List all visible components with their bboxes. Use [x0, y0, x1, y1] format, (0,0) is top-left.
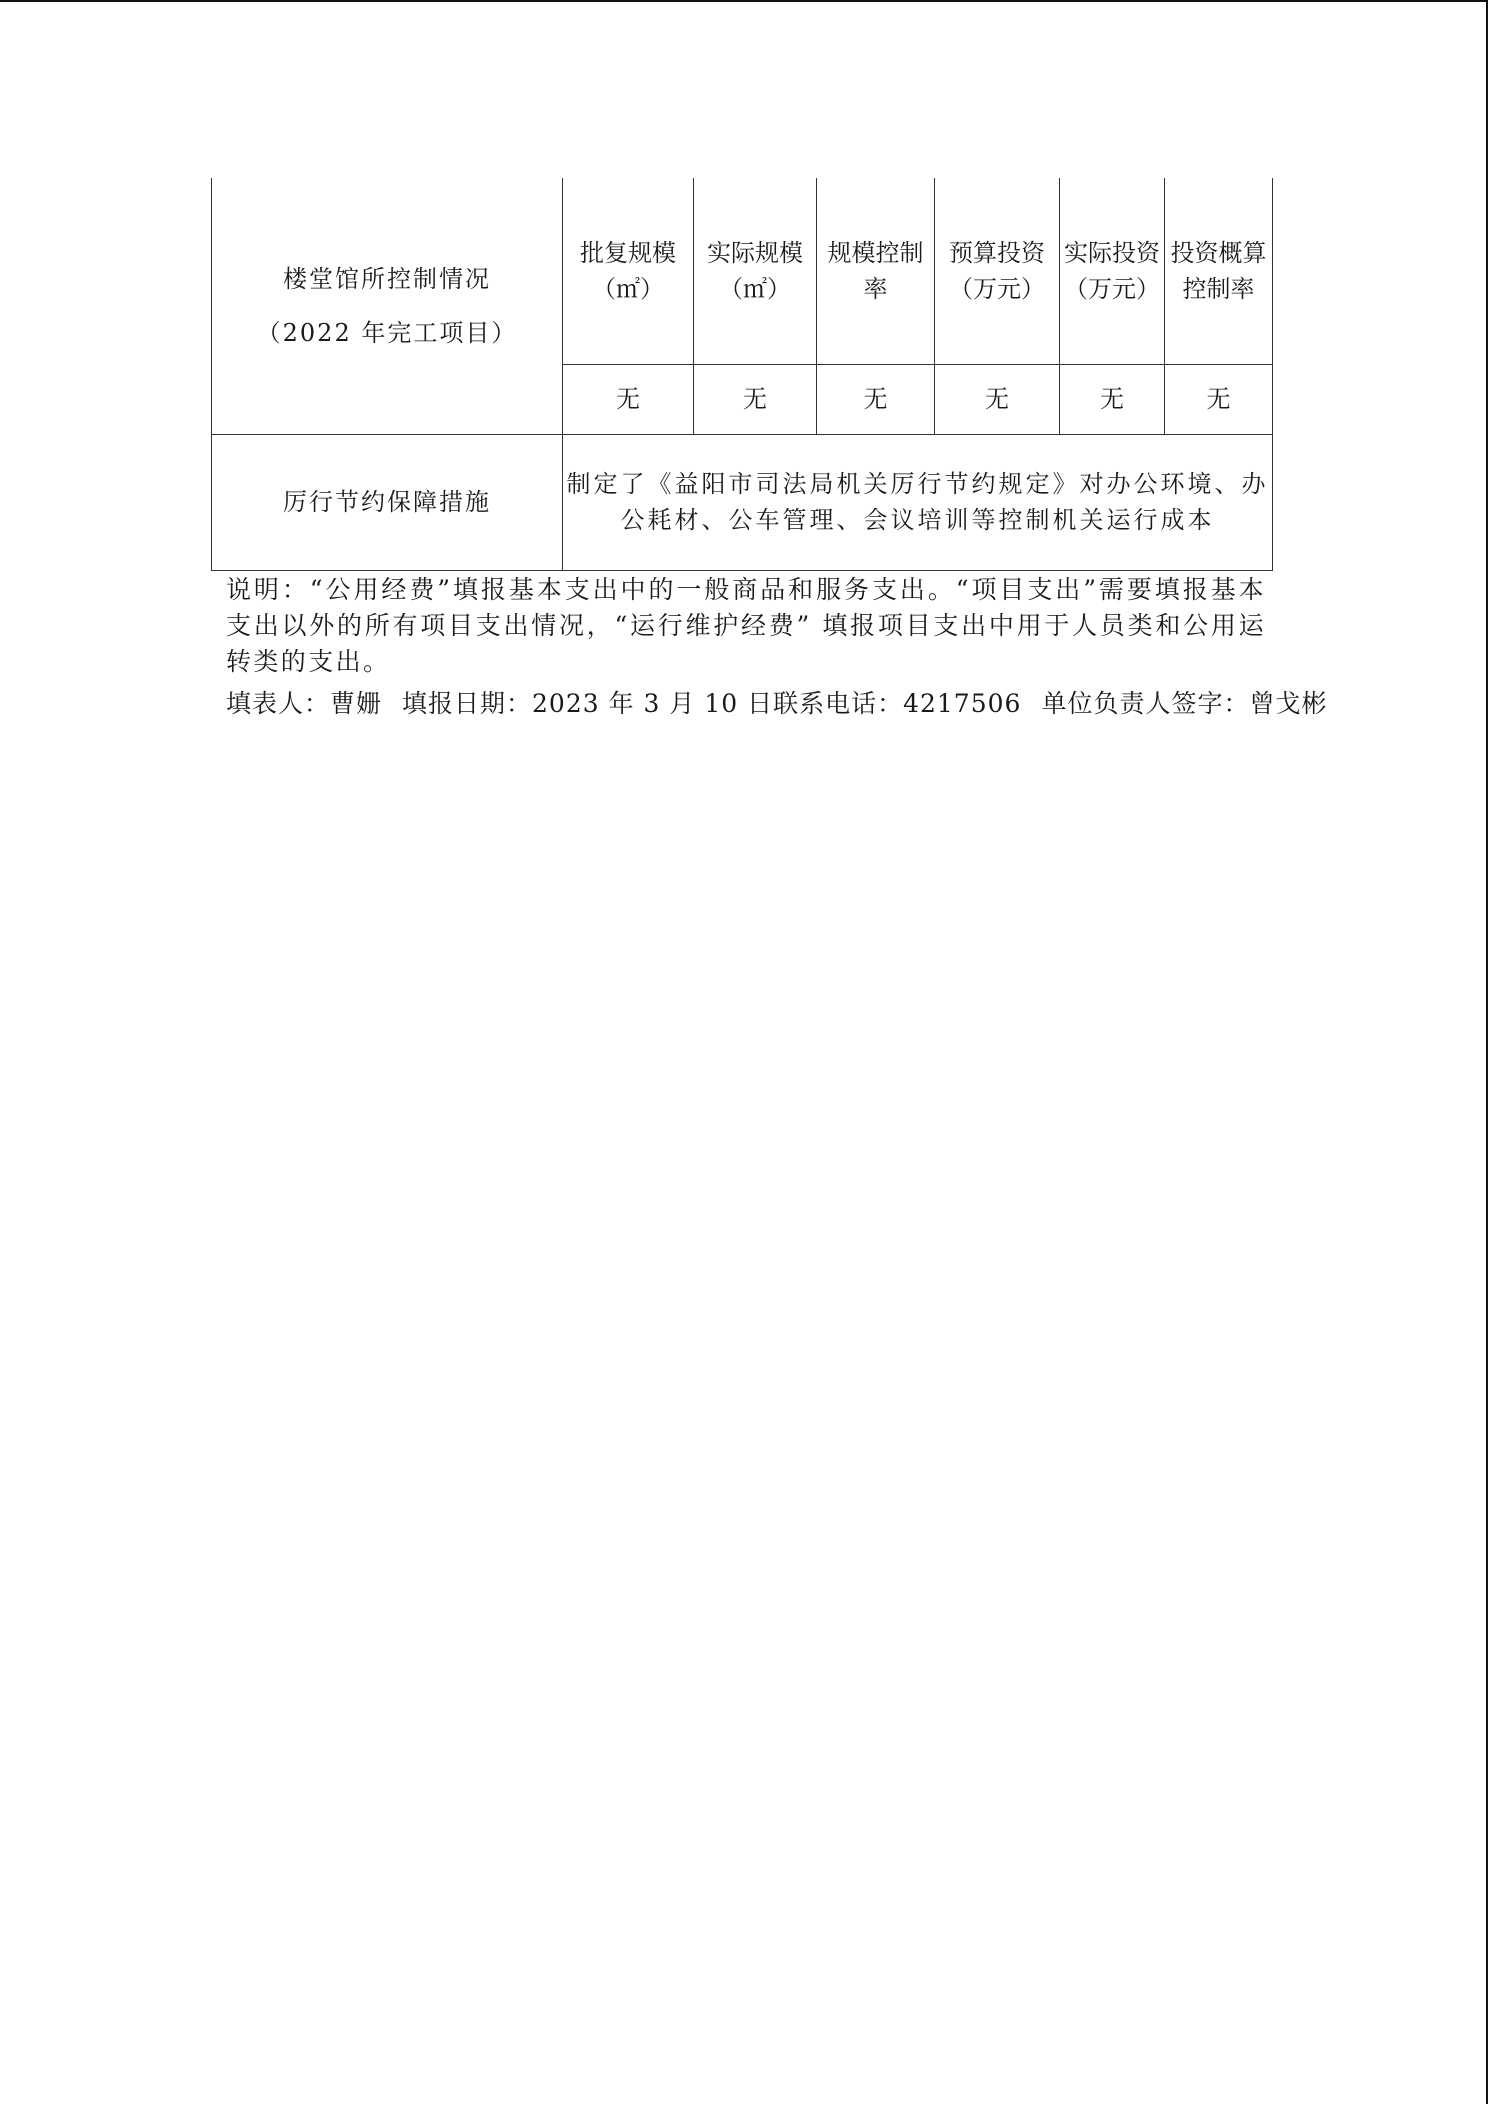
footer-signer: 单位负责人签字：曾戈彬: [1041, 689, 1328, 718]
value-approved-scale: 无: [563, 364, 694, 434]
measures-label-cell: 厉行节约保障措施: [212, 434, 563, 570]
value-investment-control-rate: 无: [1165, 364, 1273, 434]
notes-paragraph: 说明：“公用经费”填报基本支出中的一般商品和服务支出。“项目支出”需要填报基本支出以外的所有项目支出情况，“运行维护经费” 填报项目支出中用于人员类和公用运转类的支出。: [226, 575, 1266, 676]
project-label-line2: （2022 年完工项目）: [256, 318, 518, 347]
signature-footer: [226, 686, 1328, 722]
table-measures-row: [212, 434, 1273, 570]
header-approved-scale: 批复规模（㎡）: [563, 178, 694, 364]
header-scale-control-rate: 规模控制率: [817, 178, 935, 364]
footer-date: 填报日期：2023 年 3 月 10 日: [402, 689, 774, 718]
value-budget-investment: 无: [935, 364, 1060, 434]
header-actual-scale: 实际规模（㎡）: [694, 178, 817, 364]
header-investment-control-rate: 投资概算控制率: [1165, 178, 1273, 364]
project-label-line1: 楼堂馆所控制情况: [283, 264, 491, 293]
value-actual-scale: 无: [694, 364, 817, 434]
header-actual-investment: 实际投资（万元）: [1060, 178, 1165, 364]
footer-filler: 填表人：曹姗: [226, 689, 383, 718]
project-label-cell: [212, 178, 563, 434]
value-scale-control-rate: 无: [817, 364, 935, 434]
value-actual-investment: 无: [1060, 364, 1165, 434]
measures-text-cell: 制定了《益阳市司法局机关厉行节约规定》对办公环境、办公耗材、公车管理、会议培训等控制机关运行成本: [563, 434, 1273, 570]
footer-phone: 联系电话：4217506: [773, 689, 1022, 718]
page-top-border: [0, 0, 1488, 2]
building-control-table: [211, 178, 1273, 571]
table-header-row: [212, 178, 1273, 364]
header-budget-investment: 预算投资（万元）: [935, 178, 1060, 364]
